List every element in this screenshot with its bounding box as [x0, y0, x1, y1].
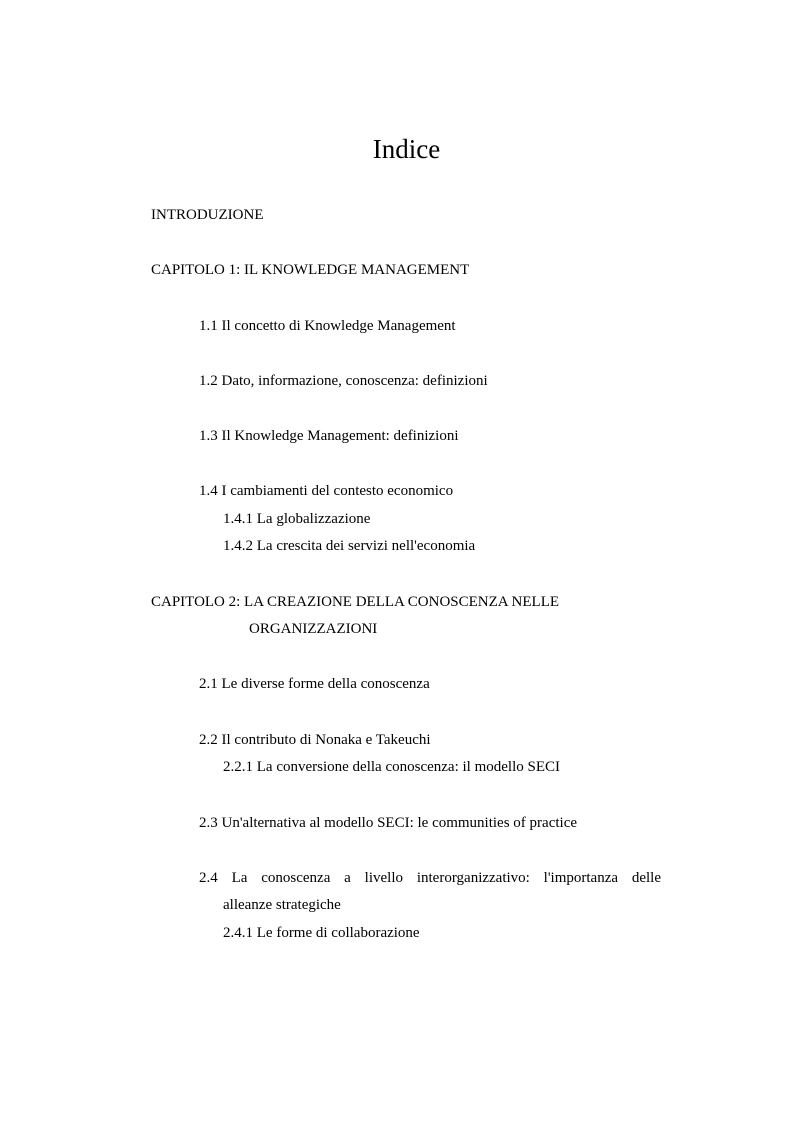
toc-section-1-2: 1.2 Dato, informazione, conoscenza: definizioni	[199, 373, 488, 389]
toc-subsection-1-4-1: 1.4.1 La globalizzazione	[223, 511, 371, 527]
page-title: Indice	[372, 134, 441, 164]
toc-section-1-3: 1.3 Il Knowledge Management: definizioni	[199, 428, 459, 444]
toc-section-2-4-continuation: alleanze strategiche	[223, 897, 341, 913]
toc-chapter-1: CAPITOLO 1: IL KNOWLEDGE MANAGEMENT	[151, 262, 470, 278]
toc-chapter-2-continuation: ORGANIZZAZIONI	[249, 621, 378, 637]
toc-section-2-4: 2.4 La conoscenza a livello interorganizzativo: l'importanza delle	[199, 870, 661, 886]
toc-section-1-4: 1.4 I cambiamenti del contesto economico	[199, 483, 454, 499]
toc-section-2-3: 2.3 Un'alternativa al modello SECI: le communities of practice	[199, 815, 578, 831]
toc-chapter-2: CAPITOLO 2: LA CREAZIONE DELLA CONOSCENZA NELLE	[151, 594, 560, 610]
toc-introduction: INTRODUZIONE	[151, 207, 264, 223]
toc-subsection-1-4-2: 1.4.2 La crescita dei servizi nell'economia	[223, 538, 476, 554]
toc-subsection-2-2-1: 2.2.1 La conversione della conoscenza: il modello SECI	[223, 759, 560, 775]
toc-subsection-2-4-1: 2.4.1 Le forme di collaborazione	[223, 925, 420, 941]
toc-section-2-1: 2.1 Le diverse forme della conoscenza	[199, 676, 430, 692]
toc-section-2-2: 2.2 Il contributo di Nonaka e Takeuchi	[199, 732, 431, 748]
toc-section-1-1: 1.1 Il concetto di Knowledge Management	[199, 318, 456, 334]
